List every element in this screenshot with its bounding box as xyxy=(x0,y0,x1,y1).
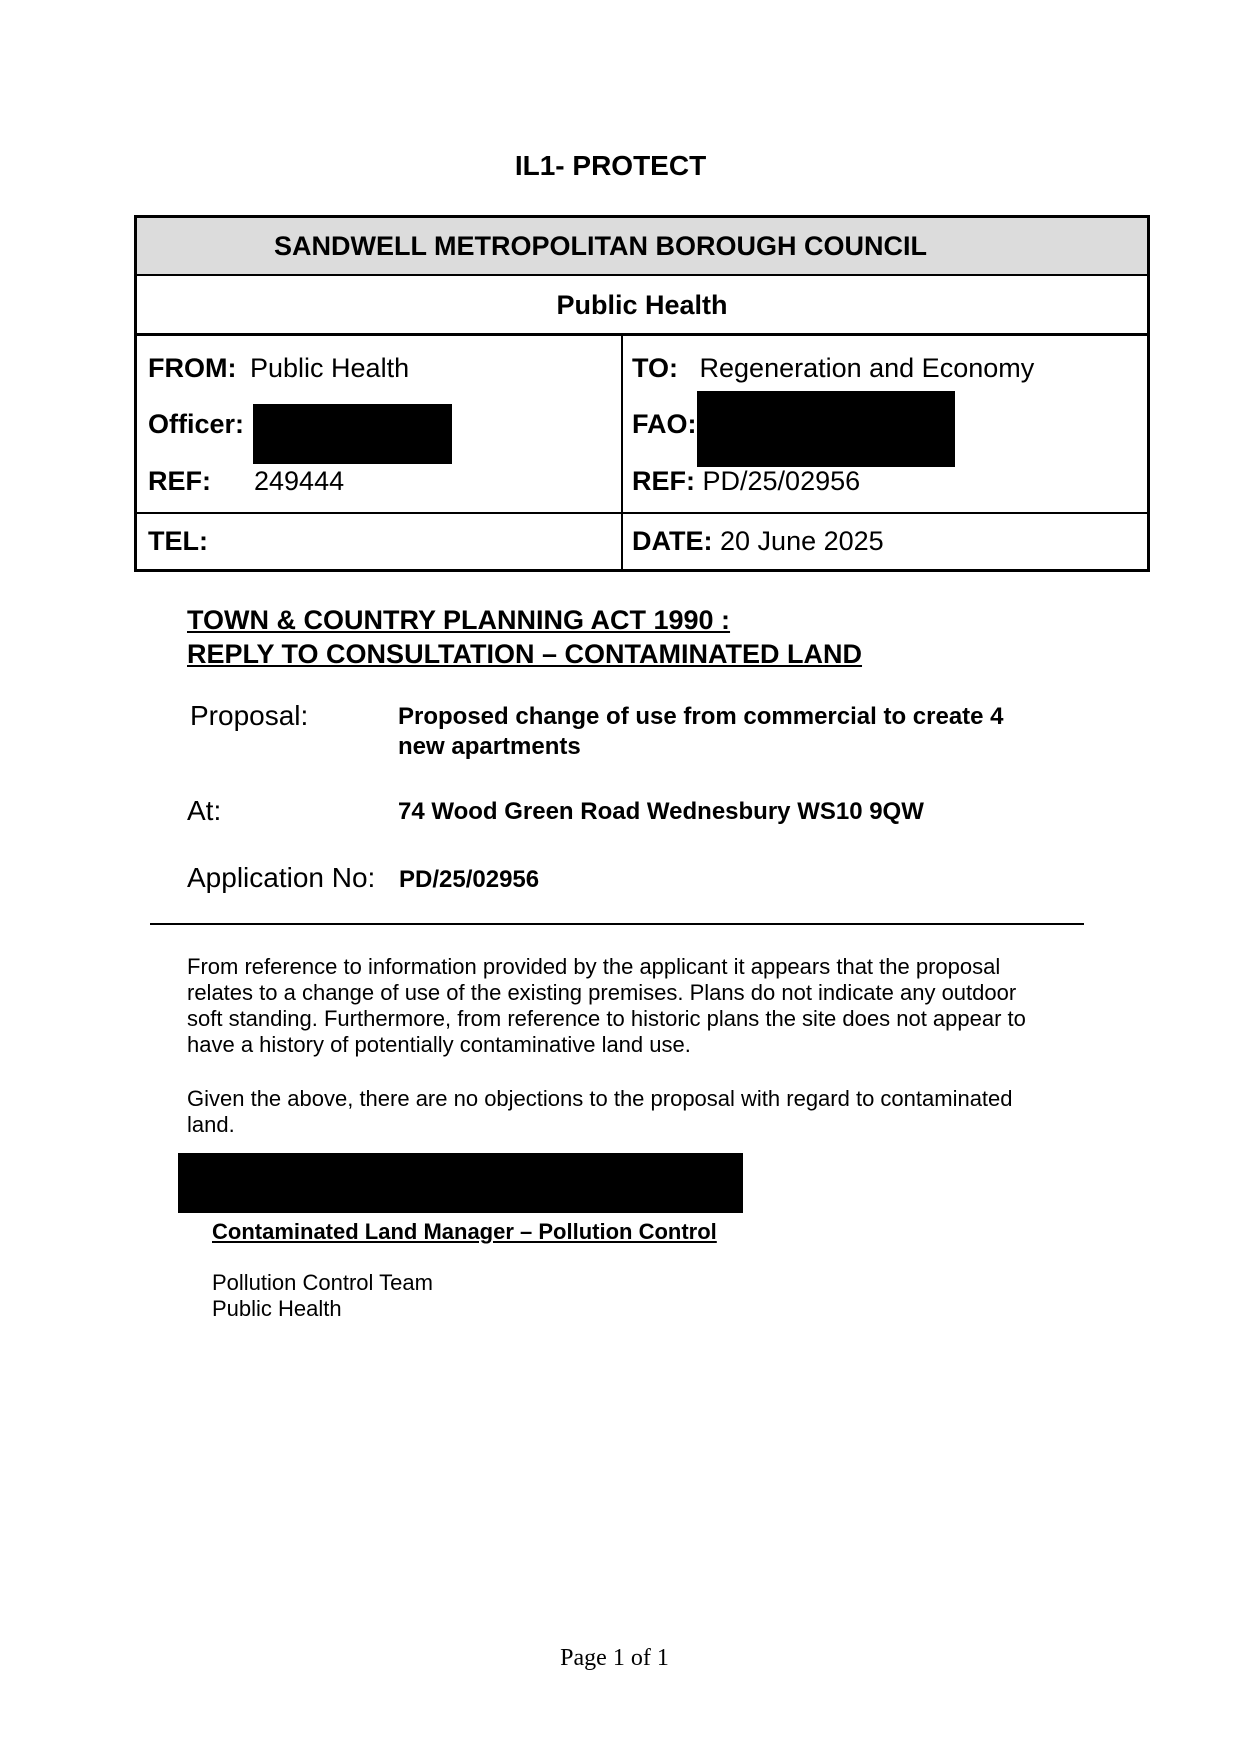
from-label: FROM: xyxy=(148,353,237,383)
fao-redaction xyxy=(697,391,955,467)
classification-heading xyxy=(0,150,1241,182)
team-line-2: Public Health xyxy=(212,1296,342,1321)
fao-label: FAO: xyxy=(632,409,697,439)
fao-field xyxy=(632,408,697,440)
ref-left-label: REF: xyxy=(148,466,211,496)
act-title-line-2: REPLY TO CONSULTATION – CONTAMINATED LAND xyxy=(187,639,863,669)
ref-left-value: 249444 xyxy=(254,466,345,496)
act-title xyxy=(187,603,862,671)
at-label: At: xyxy=(187,795,222,826)
act-title-line-1: TOWN & COUNTRY PLANNING ACT 1990 : xyxy=(187,605,731,635)
signature-title: Contaminated Land Manager – Pollution Control xyxy=(212,1219,717,1244)
row-divider xyxy=(137,512,1147,514)
page-number: Page 1 of 1 xyxy=(560,1645,669,1671)
date-label: DATE: xyxy=(632,526,713,556)
ref-right-label: REF: xyxy=(632,466,695,496)
officer-redaction xyxy=(253,404,452,464)
tel-label: TEL: xyxy=(148,526,208,556)
team-line-1: Pollution Control Team xyxy=(212,1270,433,1295)
proposal-value: Proposed change of use from commercial to create 4 new apartments xyxy=(398,703,1004,760)
department-name: Public Health xyxy=(556,290,728,320)
ref-right-value: PD/25/02956 xyxy=(702,466,861,496)
date-value: 20 June 2025 xyxy=(720,526,884,556)
proposal-label: Proposal: xyxy=(190,700,309,731)
classification-text: IL1- PROTECT xyxy=(514,150,707,181)
signature-redaction xyxy=(178,1153,743,1213)
to-field xyxy=(632,352,1034,384)
tel-field xyxy=(148,525,208,557)
memo-header-table xyxy=(134,215,1150,572)
page-footer xyxy=(0,1645,1241,1672)
date-field xyxy=(632,525,884,557)
ref-left-field xyxy=(148,465,211,497)
column-divider xyxy=(621,336,623,569)
council-row xyxy=(137,218,1147,276)
officer-field xyxy=(148,408,244,440)
ref-right-field xyxy=(632,465,860,497)
at-value: 74 Wood Green Road Wednesbury WS10 9QW xyxy=(398,798,924,825)
application-label: Application No: xyxy=(187,862,376,893)
from-field xyxy=(148,352,409,384)
from-value: Public Health xyxy=(250,353,410,383)
to-label: TO: xyxy=(632,353,678,383)
section-divider xyxy=(150,923,1084,925)
council-name: SANDWELL METROPOLITAN BOROUGH COUNCIL xyxy=(274,231,927,261)
department-row xyxy=(137,276,1147,336)
application-value: PD/25/02956 xyxy=(399,866,540,893)
body-paragraph-2: Given the above, there are no objections to the proposal with regard to contaminated land. xyxy=(187,1086,1013,1137)
to-value: Regeneration and Economy xyxy=(699,353,1035,383)
officer-label: Officer: xyxy=(148,409,245,439)
body-paragraph-1: From reference to information provided by the applicant it appears that the proposal relates to a change of use of the existing premises. Plans do not indicate any outdoor soft standing. Furthermore, from reference to historic plans the site does not appear to have a history of potentially contaminative land use. xyxy=(187,954,1026,1057)
